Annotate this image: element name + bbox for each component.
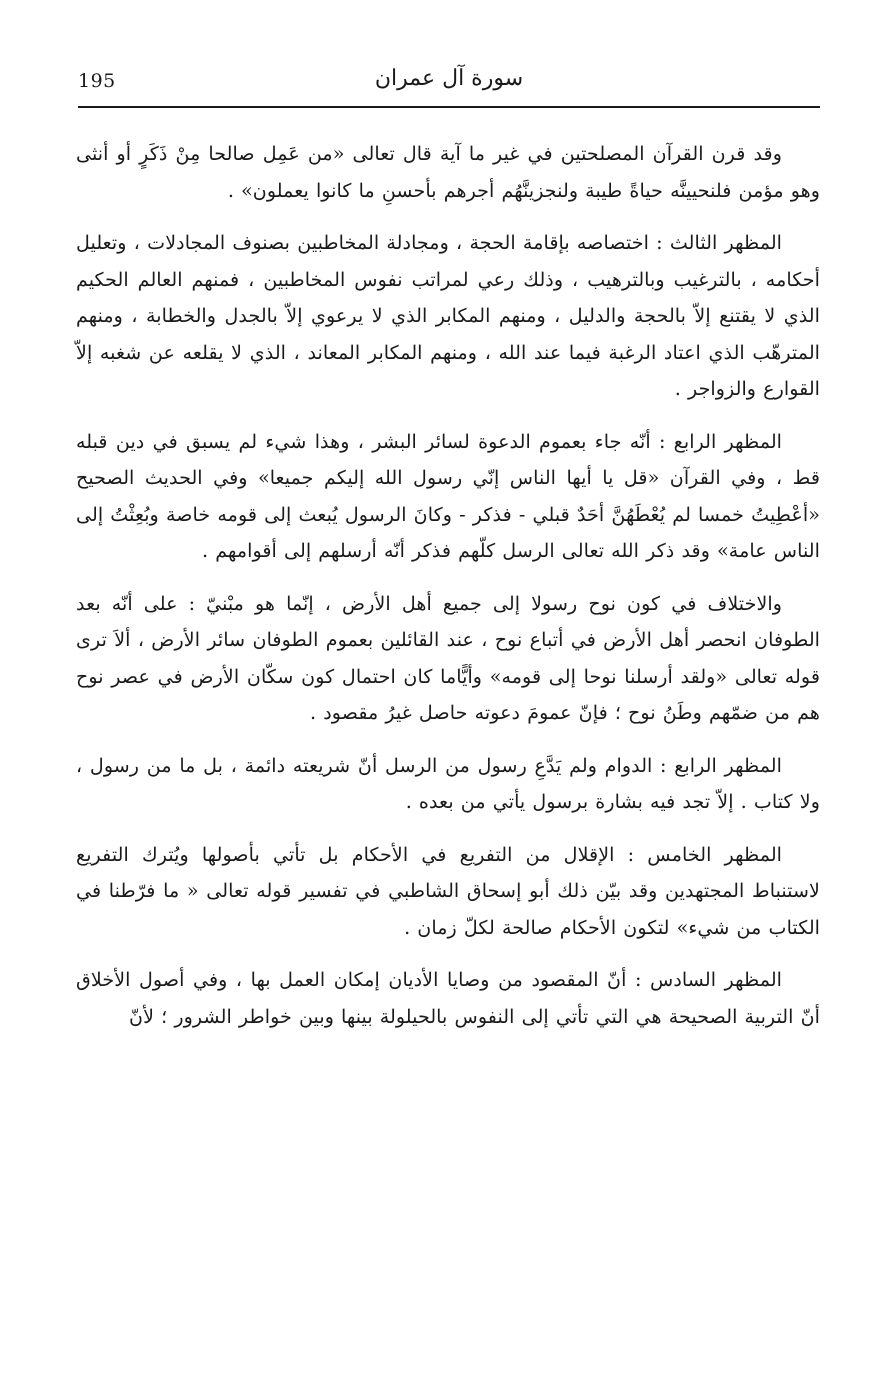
header-rule <box>78 106 820 108</box>
running-title: سورة آل عمران <box>374 66 524 91</box>
paragraph: المظهر السادس : أنّ المقصود من وصايا الأديان إمكان العمل بها ، وفي أصول الأخلاق أنّ التربية الصحيحة هي التي تأتي إلى النفوس بالحيلولة بينها وبين خواطر الشرور ؛ لأنّ <box>76 968 820 1028</box>
paragraph: والاختلاف في كون نوح رسولا إلى جميع أهل الأرض ، إنّما هو مبْنيّ : على أنّه بعد الطوفان انحصر أهل الأرض في أتباع نوح ، عند القائلين بعموم الطوفان سائر الأرض ، ألاَ ترى قوله تعالى «ولقد أرسلنا نوحا إلى قومه» وأيًّاما كان احتمال كون سكّان الأرض في عصر نوح هم من ضمّهم وطَنُ نوح ؛ فإنّ عمومَ دعوته حاصل غيرُ مقصود . <box>76 591 820 724</box>
paragraph: المظهر الخامس : الإقلال من التفريع في الأحكام بل تأتي بأصولها ويُترك التفريع لاستنباط المجتهدين وقد بيّن ذلك أبو إسحاق الشاطبي في تفسير قوله تعالى « ما فرّطنا في الكتاب من شيء» لتكون الأحكام صالحة لكلّ زمان . <box>76 842 820 939</box>
paragraph: المظهر الثالث : اختصاصه بإقامة الحجة ، ومجادلة المخاطبين بصنوف المجادلات ، وتعليل أحكامه ، بالترغيب وبالترهيب ، وذلك رعي لمراتب نفوس المخاطبين ، فمنهم العالم الحكيم الذي لا يقتنع إلاّ بالحجة والدليل ، ومنهم المكابر الذي لا يرعوي إلاّ بالجدل والخطابة ، ومنهم المترهّب الذي اعتاد الرغبة فيما عند الله ، ومنهم المكابر المعاند ، الذي لا يقلعه عن شغبه إلاّ القوارع والزواجر . <box>76 231 820 400</box>
paragraph: المظهر الرابع : الدوام ولم يَدَّعِ رسول من الرسل أنّ شريعته دائمة ، بل ما من رسول ، ولا كتاب . إلاّ تجد فيه بشارة برسول يأتي من بعده . <box>76 753 820 813</box>
page-number: 195 <box>78 70 116 92</box>
body-text <box>76 136 820 1051</box>
page-header <box>78 64 820 104</box>
paragraph: وقد قرن القرآن المصلحتين في غير ما آية قال تعالى «من عَمِل صالحا مِنْ ذَكَرٍ أو أنثى وهو مؤمن فلنحيينَّه حياةً طيبة ولنجزينَّهُم أجرهم بأحسنِ ما كانوا يعملون» . <box>76 142 820 202</box>
paragraph: المظهر الرابع : أنّه جاء بعموم الدعوة لسائر البشر ، وهذا شيء لم يسبق في دين قبله قط ، وفي القرآن «قل يا أيها الناس إنّي رسول الله إليكم جميعا» وفي الحديث الصحيح «أعْطِيتُ خمسا لم يُعْطَهُنَّ أحَدٌ قبلي - فذكر - وكانَ الرسول يُبعث إلى قومه خاصة وبُعِثْتُ إلى الناس عامة» وقد ذكر الله تعالى الرسل كلّهم فذكر أنّه أرسلهم إلى أقوامهم . <box>76 429 820 562</box>
